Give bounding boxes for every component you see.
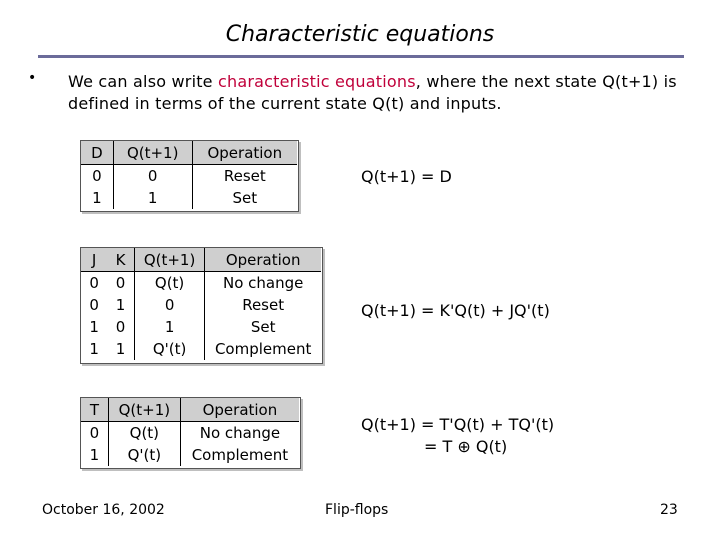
highlight-term: characteristic equations xyxy=(218,72,416,91)
bullet-icon: • xyxy=(28,70,37,86)
table-cell: Complement xyxy=(191,446,289,464)
table-row xyxy=(81,272,321,295)
text-before: We can also write xyxy=(68,72,219,91)
table-cell: Set xyxy=(232,189,258,207)
bullet-text xyxy=(68,71,698,115)
footer-date: October 16, 2002 xyxy=(42,502,165,518)
header-cell: Q(t+1) xyxy=(113,141,192,165)
jk-equation: Q(t+1) = K'Q(t) + JQ'(t) xyxy=(361,301,550,320)
table-cell: 1 xyxy=(134,316,204,338)
jk-table xyxy=(81,248,321,360)
table-cell: Q'(t) xyxy=(134,338,204,360)
title-divider xyxy=(38,55,684,58)
table-cell: 1 xyxy=(107,294,134,316)
table-cell: 1 xyxy=(89,318,99,336)
d-table xyxy=(81,141,297,209)
table-cell: 0 xyxy=(89,296,99,314)
header-cell: Operation xyxy=(192,141,297,165)
table-cell: Q'(t) xyxy=(108,444,180,466)
table-cell: 0 xyxy=(107,316,134,338)
table-cell: 0 xyxy=(113,165,192,188)
table-row xyxy=(81,316,321,338)
table-cell: No change xyxy=(199,424,281,442)
table-cell: 0 xyxy=(81,422,108,445)
slide-title: Characteristic equations xyxy=(225,22,495,47)
table-cell: 0 xyxy=(107,272,134,295)
table-header-row xyxy=(81,398,299,422)
table-cell: 1 xyxy=(81,444,108,466)
header-cell: Operation xyxy=(205,248,321,272)
table-cell: 1 xyxy=(107,338,134,360)
table-cell: 1 xyxy=(113,187,192,209)
table-header-row xyxy=(81,248,321,272)
d-equation: Q(t+1) = D xyxy=(361,167,452,186)
footer-title: Flip-flops xyxy=(325,502,389,518)
table-cell: No change xyxy=(222,274,304,292)
t-equation-line1: Q(t+1) = T'Q(t) + TQ'(t) xyxy=(361,415,555,434)
table-cell: 1 xyxy=(81,187,113,209)
header-cell: Operation xyxy=(180,398,299,422)
table-cell: Reset xyxy=(223,167,266,185)
table-row xyxy=(81,294,321,316)
table-cell: Q(t) xyxy=(108,422,180,445)
table-cell: 1 xyxy=(89,340,99,358)
table-cell: Complement xyxy=(214,340,312,358)
header-cell: Q(t+1) xyxy=(134,248,204,272)
table-cell: Q(t) xyxy=(134,272,204,295)
header-cell: J xyxy=(81,248,107,272)
table-row xyxy=(81,338,321,360)
t-table xyxy=(81,398,299,466)
table-row xyxy=(81,165,297,188)
header-cell: Q(t+1) xyxy=(108,398,180,422)
header-cell: T xyxy=(81,398,108,422)
header-cell: D xyxy=(81,141,113,165)
page-number: 23 xyxy=(660,502,678,518)
table-cell: Set xyxy=(250,318,276,336)
table-cell: Reset xyxy=(242,296,285,314)
table-cell: 0 xyxy=(81,165,113,188)
table-cell: 0 xyxy=(134,294,204,316)
table-cell: 0 xyxy=(89,274,99,292)
table-row xyxy=(81,422,299,445)
table-row xyxy=(81,187,297,209)
t-equation-line2: = T ⊕ Q(t) xyxy=(424,437,508,456)
text-after: , where the next state Q(t+1) is defined in terms of the current state Q(t) and inputs. xyxy=(68,72,677,113)
table-row xyxy=(81,444,299,466)
table-header-row xyxy=(81,141,297,165)
header-cell: K xyxy=(107,248,134,272)
